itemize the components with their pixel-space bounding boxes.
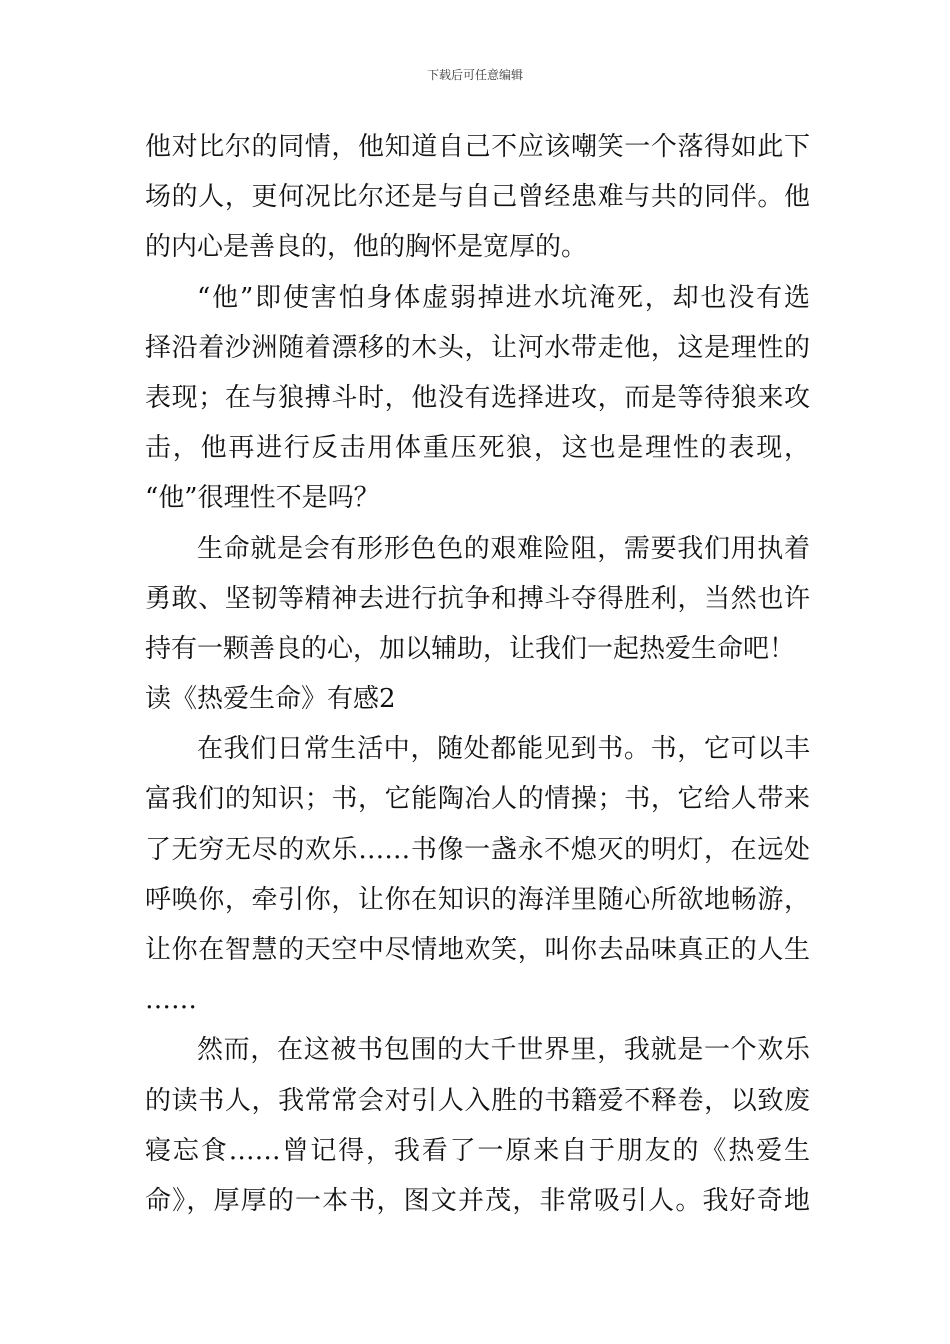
- text-line: 生命就是会有形形色色的艰难险阻，需要我们用执着: [197, 533, 810, 564]
- text-line: ……: [145, 985, 197, 1016]
- text-line: 寝忘食……曾记得，我看了一原来自于朋友的《热爱生: [145, 1135, 810, 1166]
- text-line: 呼唤你，牵引你，让你在知识的海洋里随心所欲地畅游，: [145, 884, 810, 915]
- page-header: 下载后可任意编辑: [426, 68, 523, 82]
- text-line: 让你在智慧的天空中尽情地欢笑，叫你去品味真正的人生: [145, 935, 810, 965]
- document-body: [145, 122, 810, 1226]
- text-line: 的读书人，我常常会对引人入胜的书籍爱不释卷，以致废: [145, 1085, 810, 1116]
- text-line: “他”即使害怕身体虚弱掉进水坑淹死，却也没有选: [197, 282, 810, 313]
- text-line: 的内心是善良的，他的胸怀是宽厚的。: [145, 232, 588, 263]
- text-line: 表现；在与狼搏斗时，他没有选择进攻，而是等待狼来攻: [145, 382, 810, 413]
- text-line: 持有一颗善良的心，加以辅助，让我们一起热爱生命吧！: [145, 633, 796, 664]
- text-line: 击，他再进行反击用体重压死狼，这也是理性的表现，: [145, 433, 810, 464]
- text-line: 场的人，更何况比尔还是与自己曾经患难与共的同伴。他: [145, 182, 810, 213]
- text-line: 然而，在这被书包围的大千世界里，我就是一个欢乐: [197, 1035, 810, 1066]
- text-line: 勇敢、坚韧等精神去进行抗争和搏斗夺得胜利，当然也许: [145, 583, 810, 614]
- text-line: “他”很理性不是吗？: [145, 483, 380, 514]
- text-line: 命》，厚厚的一本书，图文并茂，非常吸引人。我好奇地: [145, 1185, 810, 1216]
- text-line: 富我们的知识；书，它能陶冶人的情操；书，它给人带来: [145, 784, 810, 815]
- text-line: 择沿着沙洲随着漂移的木头，让河水带走他，这是理性的: [145, 332, 810, 363]
- section-heading: 读《热爱生命》有感2: [145, 684, 396, 715]
- text-line: 了无穷无尽的欢乐……书像一盏永不熄灭的明灯，在远处: [145, 834, 810, 865]
- text-line: 他对比尔的同情，他知道自己不应该嘲笑一个落得如此下: [145, 132, 810, 162]
- text-line: 在我们日常生活中，随处都能见到书。书，它可以丰: [197, 734, 810, 765]
